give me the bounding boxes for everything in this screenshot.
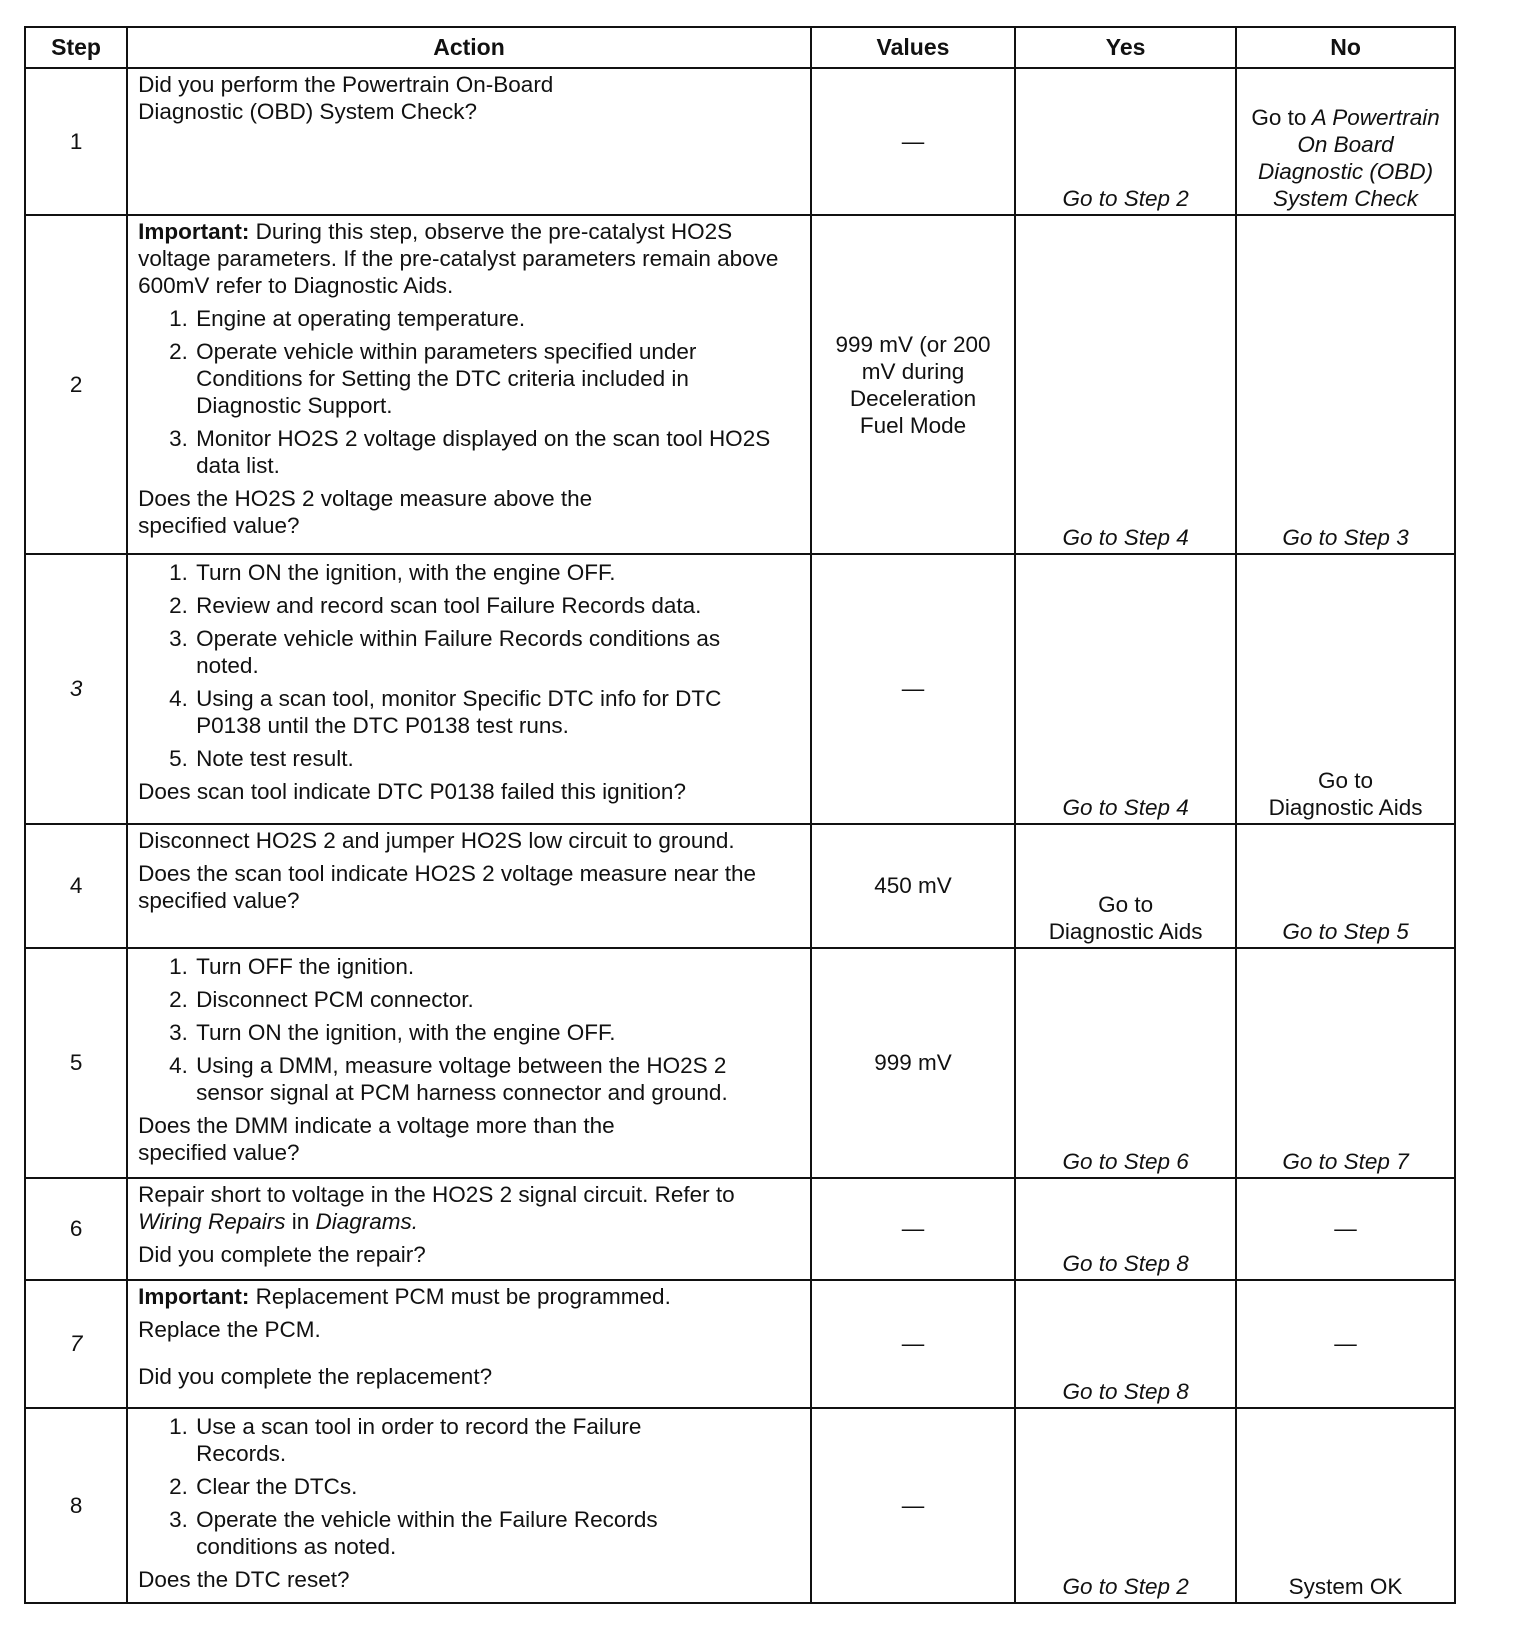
action-question: Did you complete the replacement?	[138, 1363, 493, 1389]
no-prefix: Go to	[1251, 105, 1307, 131]
action-list	[138, 953, 800, 1106]
values-cell: —	[811, 1408, 1015, 1603]
action-question: Does the DMM indicate a voltage more than the specified value?	[138, 1112, 615, 1165]
table-row	[25, 1178, 1455, 1280]
step-number: 8	[25, 1408, 127, 1603]
action-cell	[127, 948, 811, 1178]
yes-cell: Go to Step 2	[1015, 1408, 1236, 1603]
step-number: 3	[25, 554, 127, 823]
action-list	[138, 559, 800, 772]
action-cell	[127, 1280, 811, 1409]
list-item: 2. Clear the DTCs.	[194, 1473, 720, 1500]
yes-cell: Go to Step 4	[1015, 554, 1236, 823]
step-number: 4	[25, 824, 127, 948]
header-no: No	[1236, 27, 1455, 68]
list-item: 2. Review and record scan tool Failure Records data.	[194, 592, 760, 619]
values-cell: —	[811, 554, 1015, 823]
no-link-text: A Powertrain On Board Diagnostic (OBD) System Check	[1258, 105, 1440, 212]
yes-cell: Go to Step 8	[1015, 1280, 1236, 1409]
action-cell	[127, 215, 811, 554]
action-question: Does the DTC reset?	[138, 1567, 350, 1593]
values-cell: —	[811, 1280, 1015, 1409]
no-cell	[1236, 68, 1455, 215]
no-cell: —	[1236, 1280, 1455, 1409]
diagrams-ref: Diagrams.	[315, 1209, 419, 1235]
list-item: 1. Use a scan tool in order to record the Failure Records.	[194, 1413, 720, 1467]
no-cell: Go to Diagnostic Aids	[1236, 554, 1455, 823]
header-action: Action	[127, 27, 811, 68]
values-cell: —	[811, 68, 1015, 215]
no-cell: —	[1236, 1178, 1455, 1280]
list-item: 5. Note test result.	[194, 745, 760, 772]
yes-cell: Go to Step 6	[1015, 948, 1236, 1178]
action-question: Did you perform the Powertrain On-Board Diagnostic (OBD) System Check?	[138, 72, 554, 124]
important-label: Important:	[138, 219, 250, 245]
action-text-part: Repair short to voltage in the HO2S 2 signal circuit. Refer to	[138, 1182, 735, 1208]
table-row	[25, 948, 1455, 1178]
list-item: 1. Engine at operating temperature.	[194, 305, 800, 332]
list-item: 4. Using a scan tool, monitor Specific DTC info for DTC P0138 until the DTC P0138 test runs.	[194, 685, 760, 739]
step-number: 5	[25, 948, 127, 1178]
action-question: Does the scan tool indicate HO2S 2 voltage measure near the specified value?	[138, 860, 757, 913]
no-cell: Go to Step 3	[1236, 215, 1455, 554]
table-row	[25, 215, 1455, 554]
list-item: 3. Turn ON the ignition, with the engine OFF.	[194, 1019, 800, 1046]
header-row	[25, 27, 1455, 68]
table-row	[25, 68, 1455, 215]
no-cell: System OK	[1236, 1408, 1455, 1603]
important-text: Replacement PCM must be programmed.	[255, 1283, 671, 1309]
list-item: 3. Operate the vehicle within the Failure Records conditions as noted.	[194, 1506, 720, 1560]
step-number: 1	[25, 68, 127, 215]
action-question: Does the HO2S 2 voltage measure above the specified value?	[138, 486, 593, 539]
list-item: 4. Using a DMM, measure voltage between the HO2S 2 sensor signal at PCM harness connector and ground.	[194, 1052, 800, 1106]
action-cell	[127, 1178, 811, 1280]
header-yes: Yes	[1015, 27, 1236, 68]
step-number: 6	[25, 1178, 127, 1280]
step-number: 2	[25, 215, 127, 554]
yes-cell: Go to Step 8	[1015, 1178, 1236, 1280]
list-item: 1. Turn ON the ignition, with the engine OFF.	[194, 559, 760, 586]
action-question: Did you complete the repair?	[138, 1242, 426, 1268]
action-text-part: in	[291, 1209, 310, 1235]
yes-cell: Go to Step 4	[1015, 215, 1236, 554]
table-row	[25, 1280, 1455, 1409]
action-list	[138, 305, 800, 479]
list-item: 2. Disconnect PCM connector.	[194, 986, 800, 1013]
important-label: Important:	[138, 1283, 250, 1309]
yes-cell: Go to Diagnostic Aids	[1015, 824, 1236, 948]
table-row	[25, 1408, 1455, 1603]
important-note	[138, 1283, 800, 1310]
values-cell: 450 mV	[811, 824, 1015, 948]
action-cell	[127, 68, 811, 215]
important-note	[138, 218, 800, 299]
list-item: 3. Operate vehicle within Failure Records conditions as noted.	[194, 625, 760, 679]
action-cell	[127, 824, 811, 948]
no-cell: Go to Step 7	[1236, 948, 1455, 1178]
diagnostic-table	[24, 26, 1456, 1604]
action-cell	[127, 1408, 811, 1603]
list-item: 3. Monitor HO2S 2 voltage displayed on the scan tool HO2S data list.	[194, 425, 800, 479]
action-list	[138, 1413, 800, 1560]
action-text	[138, 1181, 800, 1235]
important-text: During this step, observe the pre-catalyst HO2S voltage parameters. If the pre-catalyst parameters remain above 600mV refer to Diagnostic Aids.	[138, 219, 779, 299]
list-item: 2. Operate vehicle within parameters specified under Conditions for Setting the DTC criteria included in Diagnostic Support.	[194, 338, 800, 419]
values-cell: —	[811, 1178, 1015, 1280]
action-text: Disconnect HO2S 2 and jumper HO2S low circuit to ground.	[138, 827, 735, 853]
step-number: 7	[25, 1280, 127, 1409]
no-cell: Go to Step 5	[1236, 824, 1455, 948]
table-row	[25, 824, 1455, 948]
values-cell: 999 mV (or 200 mV during Deceleration Fuel Mode	[811, 215, 1015, 554]
action-cell	[127, 554, 811, 823]
yes-cell: Go to Step 2	[1015, 68, 1236, 215]
wiring-repairs-ref: Wiring Repairs	[138, 1209, 286, 1235]
header-values: Values	[811, 27, 1015, 68]
action-question: Does scan tool indicate DTC P0138 failed this ignition?	[138, 779, 686, 805]
values-cell: 999 mV	[811, 948, 1015, 1178]
list-item: 1. Turn OFF the ignition.	[194, 953, 800, 980]
action-text: Replace the PCM.	[138, 1316, 321, 1342]
header-step: Step	[25, 27, 127, 68]
table-row	[25, 554, 1455, 823]
